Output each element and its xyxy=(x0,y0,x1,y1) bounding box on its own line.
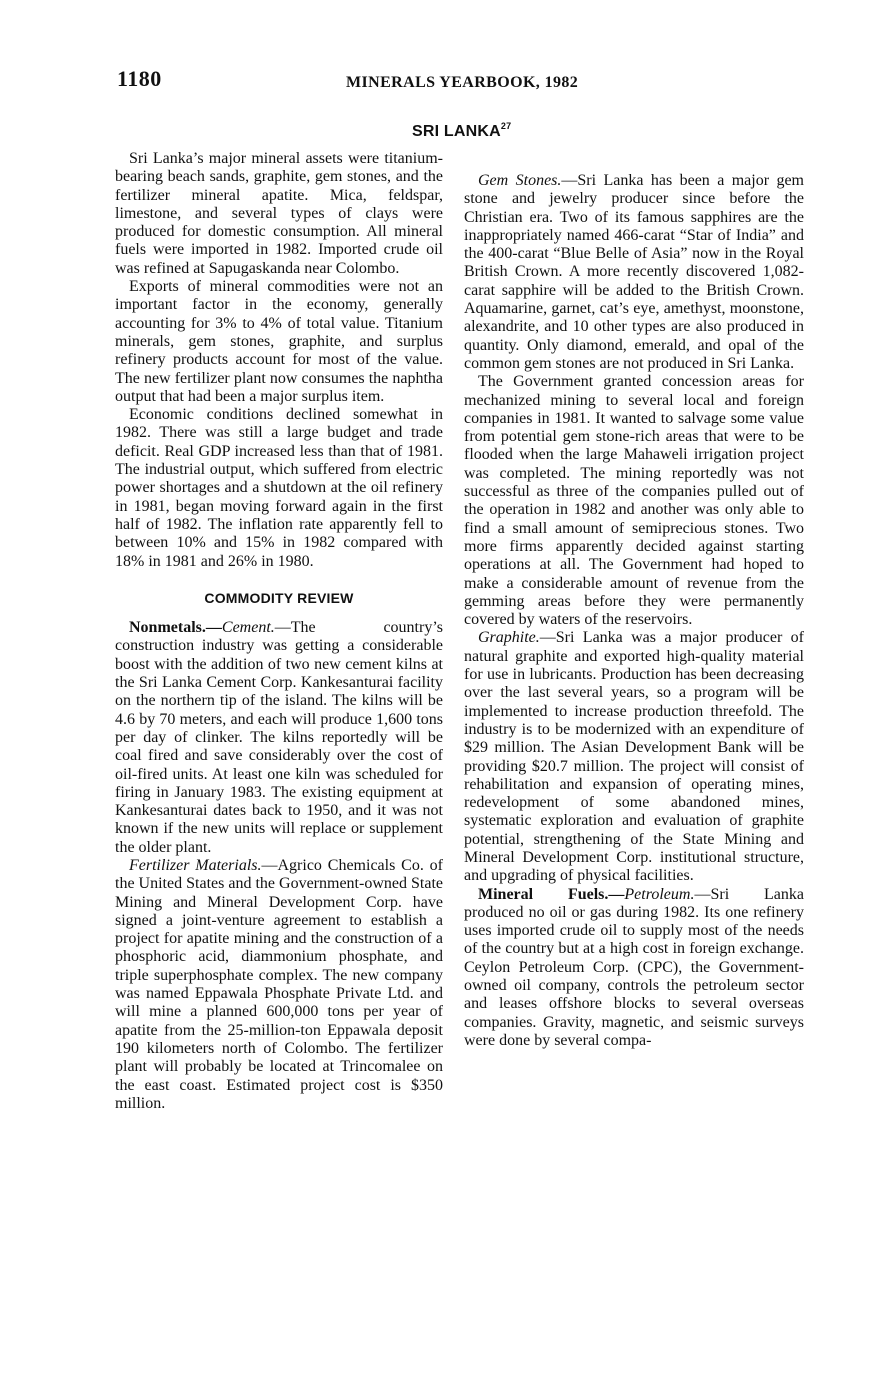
graphite-body: —Sri Lanka was a major producer of natural graphite and exported high-quality material for use in lubricants. Production has been decreasing over the last several years, so a program will be implemented to increase production threefold. The industry is to be modernized with an expenditure of $29 million. The Asian Development Bank will be providing $20.7 million. The project will consist of rehabilitation and expansion of operating mines, redevelopment of some abandoned mines, systematic exploration and evaluation of graphite potential, strengthening of the State Mining and Mineral Development Corp. institutional structure, and upgrading of physical facilities. xyxy=(464,629,804,885)
sub-lead-graphite: Graphite. xyxy=(478,629,540,647)
running-head: MINERALS YEARBOOK, 1982 xyxy=(346,74,579,91)
petroleum-body: —Sri Lanka produced no oil or gas during 1982. Its one refinery uses imported crude oil to supply most of the needs of the country but at a high cost in foreign exchange. Ceylon Petroleum Corp. (CPC), the Government-owned oil company, controls the petroleum sector and leases offshore blocks to several overseas companies. Gravity, magnetic, and seismic surveys were done by several compa- xyxy=(464,885,804,1049)
footnote-reference: 27 xyxy=(500,121,512,131)
page-number: 1180 xyxy=(117,66,162,91)
cement-body: —The country’s construction industry was getting a considerable boost with the addition of two new cement kilns at the Sri Lanka Cement Corp. Kankesanturai facility on the northern tip of the island. The kilns will be 4.6 by 70 meters, and each will produce 1,600 tons per day of clinker. The kilns reportedly will be coal fired and save considerably over the cost of oil-fired units. At least one kiln was scheduled for firing in January 1983. The existing equipment at Kankesanturai dates back to 1950, and it was not known if the new units will replace or supplement the older plant. xyxy=(115,619,443,856)
paragraph-mineral-fuels xyxy=(464,886,804,1051)
sub-lead-cement: Cement. xyxy=(221,619,275,637)
gem-stones-body: —Sri Lanka has been a major gem stone and jewelry producer since before the Christian era. Two of its famous sapphires are the inappropriately named 466-carat “Star of India” and the 400-carat “Blue Belle of Asia” now in the Royal British Crown. A more recently discovered 1,082-carat sapphire will be added to the British Crown. Aquamarine, garnet, cat’s eye, amethyst, moonstone, alexandrite, and 10 other types are also produced in quantity. Only diamond, emerald, and opal of the common gem stones are not produced in Sri Lanka. xyxy=(464,172,805,372)
paragraph-cement xyxy=(115,619,443,857)
section-title xyxy=(412,121,511,141)
left-column xyxy=(115,150,443,1113)
paragraph-exports: Exports of mineral commodities were not an important factor in the economy, generally accounting for 3% to 4% of total value. Titanium minerals, gem stones, graphite, and surplus refinery products account for most of the value. The new fertilizer plant now consumes the naphtha output that had been a major surplus item. xyxy=(115,278,443,405)
paragraph-concessions: The Government granted concession areas for mechanized mining to several local and foreign companies in 1981. It wanted to salvage some value from potential gem stone-rich areas that were to be flooded when the large Mahaweli irrigation project was completed. The mining reportedly was not successful as three of the companies pulled out of the operation in 1982 and another was only able to find a small amount of semiprecious stones. Two more firms apparently decided against starting operations at all. The Government had hoped to make a considerable amount of revenue from the gemming areas before they were permanently covered by waters of the reservoirs. xyxy=(464,373,804,629)
fertilizer-body: —Agrico Chemicals Co. of the United States and the Government-owned State Mining and Mineral Development Corp. have signed a joint-venture agreement to establish a project for apatite mining and the construction of a phosphoric acid, diammonium phosphate, and triple superphosphate complex. The new company was named Eppawala Phosphate Private Ltd. and will mine a planned 600,000 tons per year of apatite from the 25-million-ton Eppawala deposit 190 kilometers north of Colombo. The fertilizer plant will probably be located at Trincomalee on the east coast. Estimated project cost is $350 million. xyxy=(115,856,443,1112)
section-title-text: SRI LANKA xyxy=(412,123,501,140)
lead-in-mineral-fuels: Mineral Fuels.— xyxy=(478,885,625,903)
sub-lead-gem-stones: Gem Stones. xyxy=(478,172,562,189)
paragraph-gem-stones xyxy=(464,172,804,373)
subhead-commodity-review: COMMODITY REVIEW xyxy=(204,589,354,606)
sub-lead-fertilizer: Fertilizer Materials. xyxy=(129,856,262,874)
paragraph-graphite xyxy=(464,629,804,885)
lead-in-nonmetals: Nonmetals.— xyxy=(129,619,222,637)
paragraph-economic-conditions: Economic conditions declined somewhat in 1982. There was still a large budget and trade deficit. Real GDP increased less than that of 1981. The industrial output, which suffered from electric power shortages and a shutdown at the oil refinery in 1981, began moving forward again in the first half of 1982. The inflation rate apparently fell to between 10% and 15% in 1982 compared with 18% in 1981 and 26% in 1980. xyxy=(115,406,443,570)
right-column xyxy=(464,172,804,1050)
sub-lead-petroleum: Petroleum. xyxy=(624,885,695,903)
paragraph-mineral-assets: Sri Lanka’s major mineral assets were titanium-bearing beach sands, graphite, gem stones, and the fertilizer mineral apatite. Mica, feldspar, limestone, and several types of clays were produced for domestic consumption. All mineral fuels were imported in 1982. Imported crude oil was refined at Sapugaskanda near Colombo. xyxy=(115,150,443,277)
paragraph-fertilizer xyxy=(115,857,443,1113)
